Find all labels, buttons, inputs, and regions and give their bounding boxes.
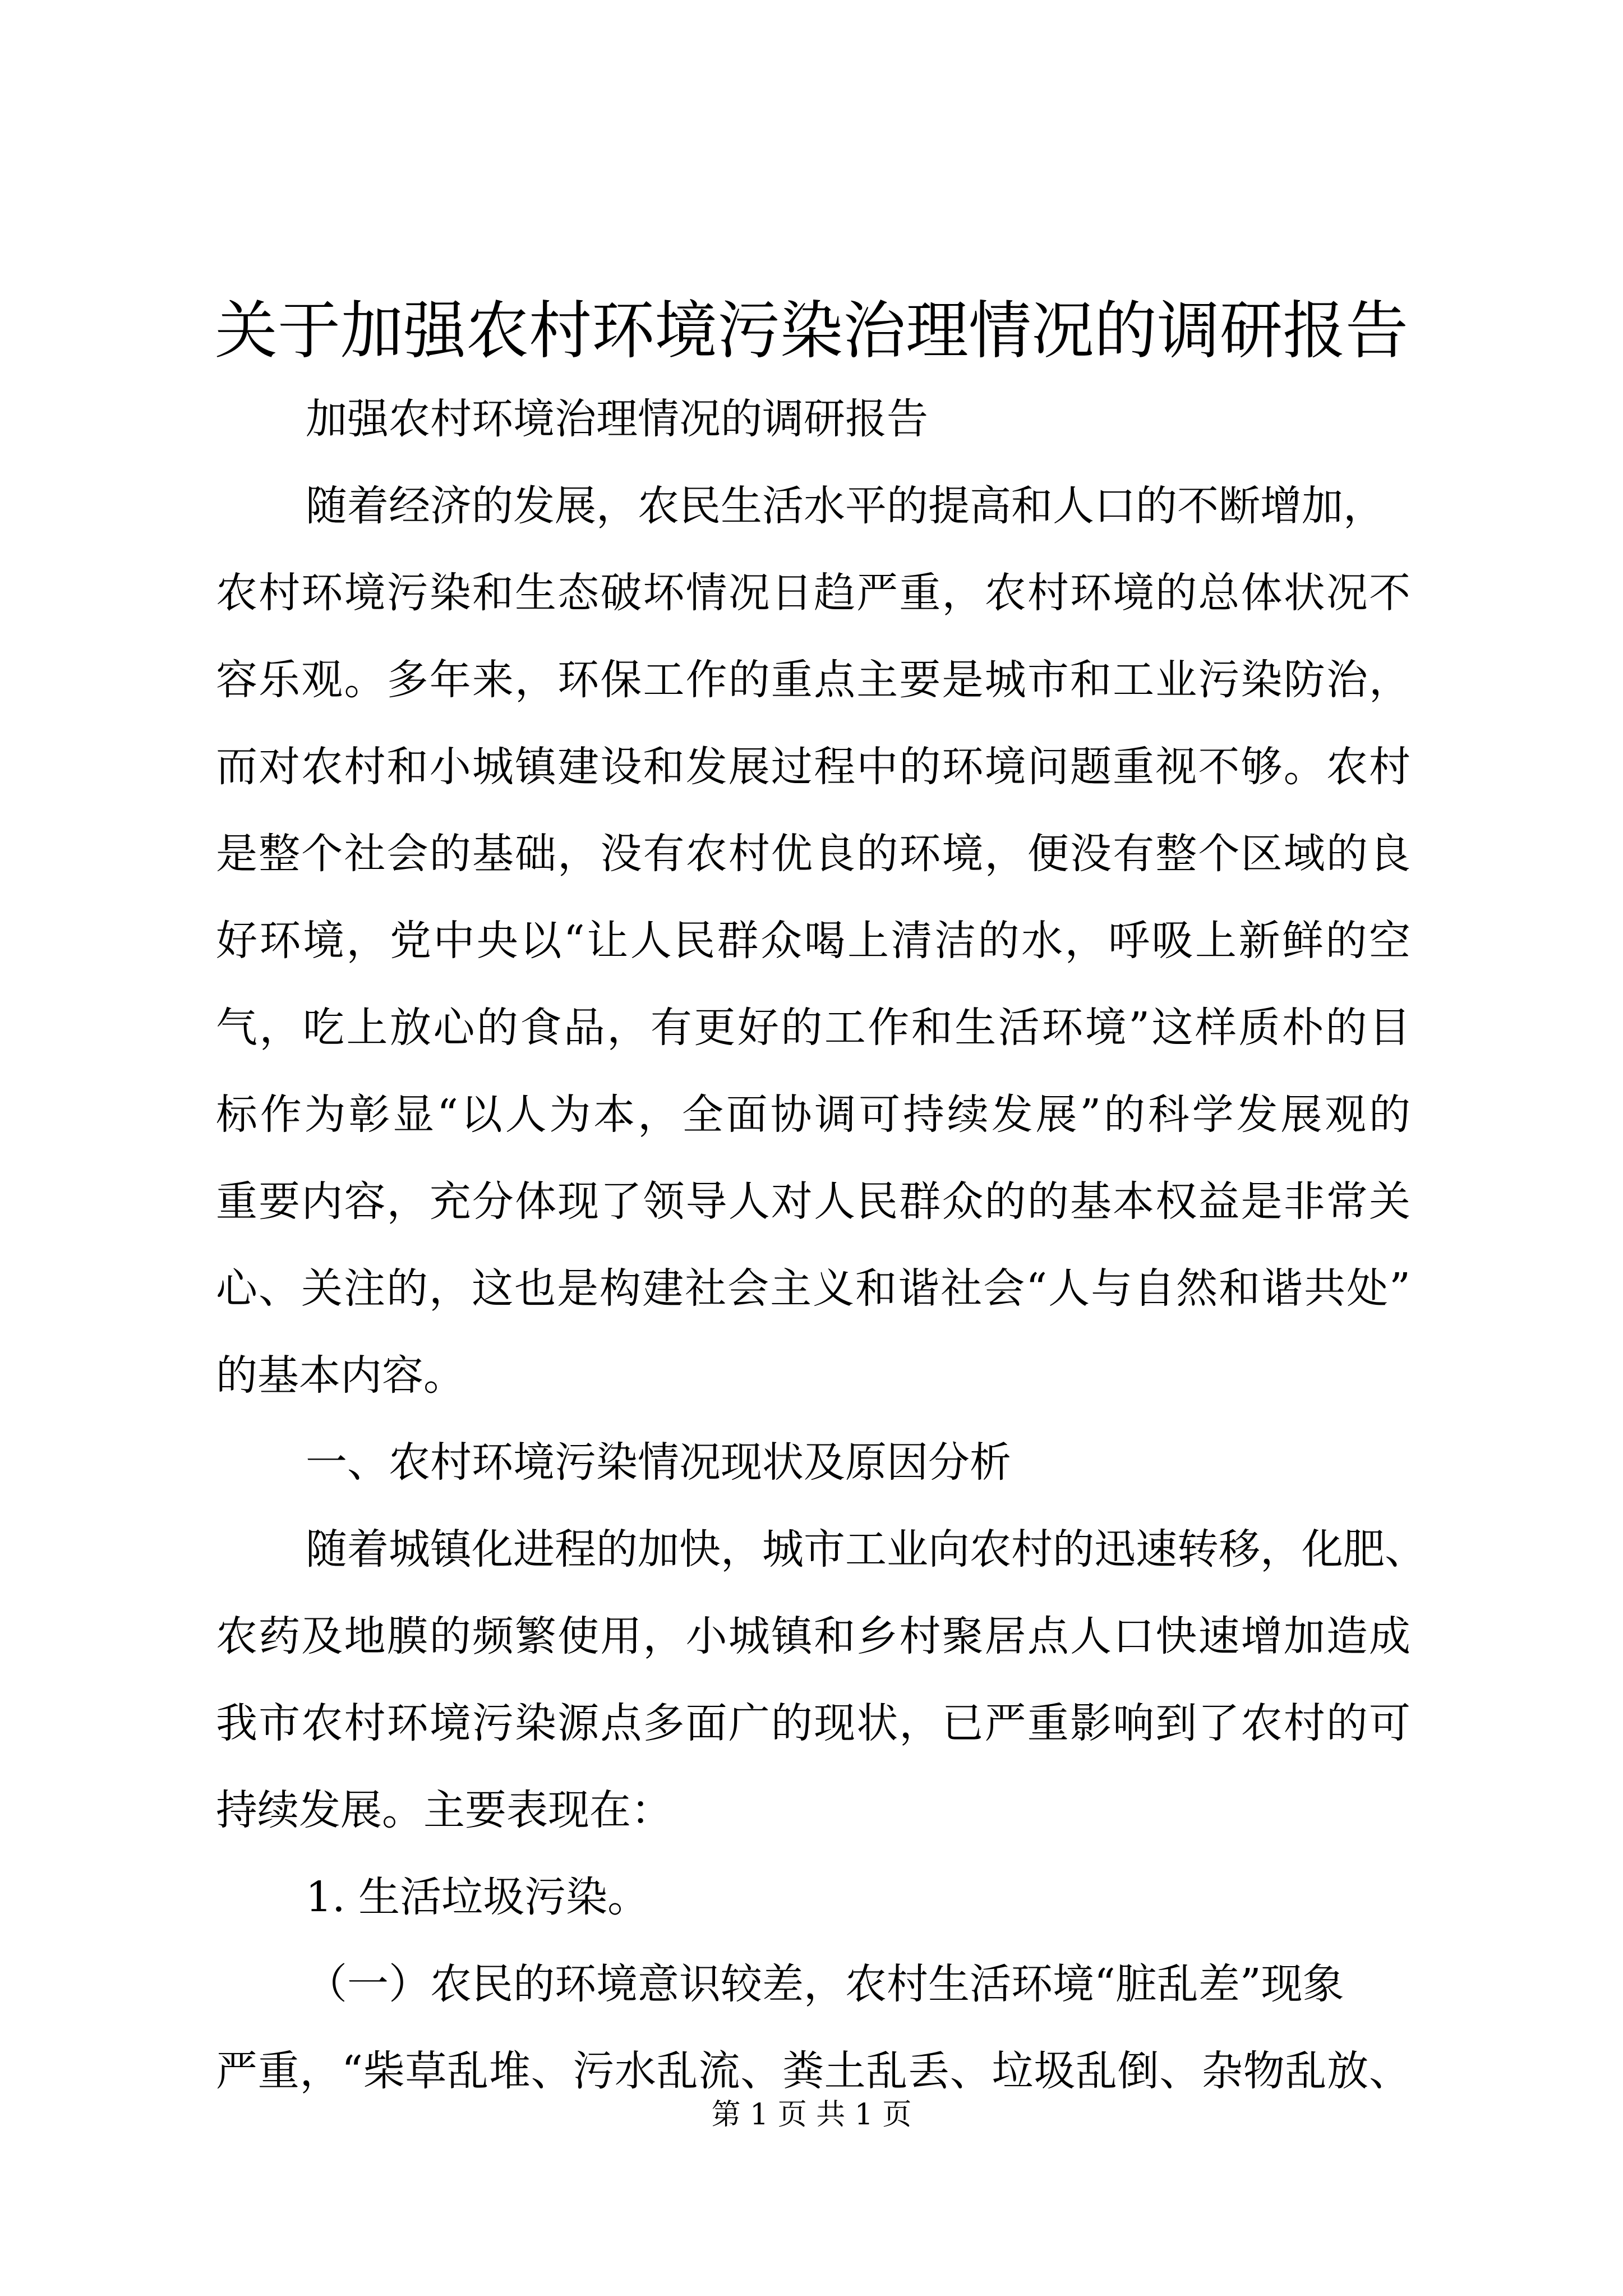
paragraph-line: 的基本内容。 [216,1351,465,1400]
paragraph-line: 而对农村和小城镇建设和发展过程中的环境问题重视不够。农村 [216,743,1410,791]
paragraph-line: 好环境，党中央以“让人民群众喝上清洁的水，呼吸上新鲜的空 [216,917,1410,965]
paragraph-line: 严重，“柴草乱堆、污水乱流、粪土乱丢、垃圾乱倒、杂物乱放、 [216,2047,1410,2095]
paragraph-line: 随着经济的发展，农民生活水平的提高和人口的不断增加， [306,482,1385,530]
page-footer: 第 1 页 共 1 页 [711,2098,912,2132]
section-heading: 一、农村环境污染情况现状及原因分析 [306,1438,1011,1487]
paragraph-line: 容乐观。多年来，环保工作的重点主要是城市和工业污染防治， [216,656,1410,704]
paragraph-line: 农药及地膜的频繁使用，小城镇和乡村聚居点人口快速增加造成 [216,1612,1410,1660]
paragraph-line: 气，吃上放心的食品，有更好的工作和生活环境”这样质朴的目 [216,1004,1410,1052]
paragraph-line: 重要内容，充分体现了领导人对人民群众的的基本权益是非常关 [216,1177,1410,1226]
paragraph-line: 标作为彰显“以人为本，全面协调可持续发展”的科学发展观的 [216,1091,1410,1139]
paragraph-line: 持续发展。主要表现在： [216,1786,672,1834]
subtitle-line: 加强农村环境治理情况的调研报告 [306,395,928,443]
paragraph-line: 是整个社会的基础，没有农村优良的环境，便没有整个区域的良 [216,830,1410,878]
numbered-item: 1. 生活垃圾污染。 [306,1873,649,1921]
paragraph-line: （一）农民的环境意识较差，农村生活环境“脏乱差”现象 [306,1960,1344,2008]
paragraph-line: 随着城镇化进程的加快，城市工业向农村的迅速转移，化肥、 [306,1525,1426,1573]
paragraph-line: 我市农村环境污染源点多面广的现状，已严重影响到了农村的可 [216,1699,1410,1747]
paragraph-line: 心、关注的，这也是构建社会主义和谐社会“人与自然和谐共处” [216,1264,1410,1313]
paragraph-line: 农村环境污染和生态破坏情况日趋严重，农村环境的总体状况不 [216,569,1410,617]
page-title: 关于加强农村环境污染治理情况的调研报告 [215,295,1408,367]
